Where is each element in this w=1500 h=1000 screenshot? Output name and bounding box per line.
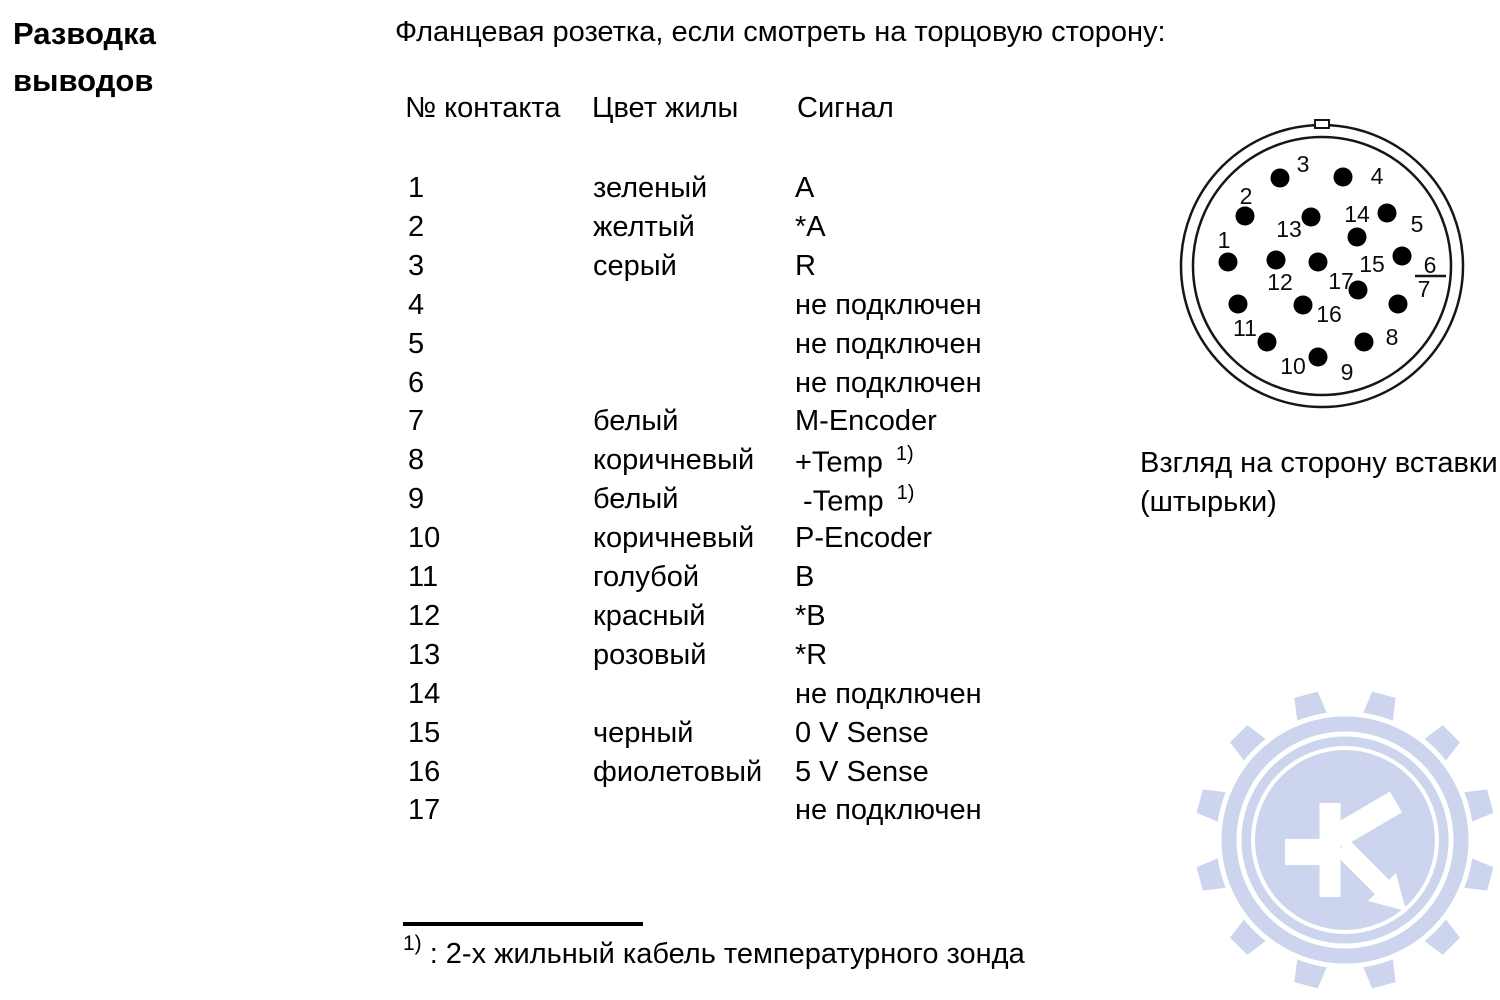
pin-number-label-10: 10 (1280, 353, 1306, 379)
column-header-pin: № контакта (405, 92, 561, 124)
table-row (0, 172, 1160, 208)
signal-cell: 0 V Sense (795, 716, 929, 749)
table-row (0, 600, 1160, 636)
pin-dot-4 (1334, 168, 1353, 187)
pin-number-cell: 5 (408, 327, 425, 360)
pin-number-label-3: 3 (1296, 151, 1310, 177)
wire-color-cell: розовый (593, 638, 707, 671)
signal-cell: +Temp $^{1)}$ (795, 443, 914, 479)
pin-dot-16 (1294, 296, 1313, 315)
pin-number-label-1: 1 (1217, 227, 1231, 253)
intro-text: Фланцевая розетка, если смотреть на торцовую сторону: (395, 16, 1166, 48)
pin-number-label-15: 15 (1359, 251, 1385, 277)
pin-number-cell: 6 (408, 366, 425, 399)
connector-caption-line1: Взгляд на сторону вставки (1140, 447, 1498, 479)
pin-dot-7 (1389, 295, 1408, 314)
pin-dot-17 (1309, 253, 1328, 272)
wire-color-cell: белый (593, 483, 679, 516)
table-row (0, 756, 1160, 792)
pin-number-label-16: 16 (1316, 301, 1342, 327)
watermark-logo (1190, 685, 1500, 999)
pin-dot-13 (1302, 208, 1321, 227)
pin-number-label-2: 2 (1239, 183, 1253, 209)
signal-cell: A (795, 172, 815, 204)
column-header-signal: Сигнал (797, 92, 894, 124)
footnote (403, 934, 1025, 971)
pin-number-label-17: 17 (1328, 268, 1354, 294)
pin-number-cell: 14 (408, 677, 441, 710)
wire-color-cell: голубой (593, 561, 700, 593)
signal-cell: -Temp $^{1)}$ (795, 482, 915, 518)
pin-dot-8 (1355, 333, 1374, 352)
pin-number-cell: 15 (408, 716, 441, 749)
table-row (0, 289, 1160, 325)
wire-color-cell: коричневый (593, 444, 755, 477)
pin-number-cell: 4 (408, 288, 425, 321)
pin-number-label-14: 14 (1344, 201, 1370, 227)
signal-cell: B (795, 561, 815, 593)
footnote-rule (403, 922, 643, 926)
signal-cell: *A (795, 210, 826, 243)
signal-cell: не подключен (795, 366, 982, 399)
pin-dot-10 (1258, 333, 1277, 352)
connector-pins-layer (1218, 151, 1437, 385)
pin-number-cell: 12 (408, 599, 441, 632)
pin-number-label-4: 4 (1370, 163, 1384, 189)
table-row (0, 250, 1160, 286)
wire-color-cell: желтый (593, 210, 695, 243)
pin-number-label-11: 11 (1233, 315, 1257, 341)
connector-caption (1140, 444, 1498, 522)
signal-cell: *R (795, 638, 828, 671)
table-row (0, 405, 1160, 441)
signal-cell: R (795, 249, 816, 282)
table-row (0, 639, 1160, 675)
pin-number-cell: 10 (408, 522, 441, 555)
signal-cell: не подключен (795, 327, 982, 360)
pin-dot-14 (1348, 228, 1367, 247)
pin-number-cell: 7 (408, 405, 425, 438)
table-row (0, 367, 1160, 403)
pin-number-label-6: 6 (1423, 252, 1437, 278)
pin-number-cell: 9 (408, 483, 425, 516)
pin-number-cell: 1 (408, 172, 425, 204)
signal-cell: P-Encoder (795, 522, 933, 555)
pin-number-label-7: 7 (1417, 276, 1431, 302)
section-title-line1: Разводка (13, 16, 156, 51)
wire-color-cell: красный (593, 599, 706, 632)
table-row (0, 328, 1160, 364)
table-row (0, 561, 1160, 597)
footnote-ref: 1) (895, 443, 914, 466)
pin-number-cell: 16 (408, 755, 441, 788)
signal-cell: не подключен (795, 794, 982, 827)
connector-keying-notch-icon (1315, 120, 1329, 128)
signal-cell: не подключен (795, 288, 982, 321)
table-row (0, 678, 1160, 714)
pin-number-cell: 13 (408, 638, 441, 671)
signal-cell: не подключен (795, 677, 982, 710)
pin-dot-5 (1378, 204, 1397, 223)
section-title-line2: выводов (13, 63, 154, 98)
table-row (0, 717, 1160, 753)
connector-caption-line2: (штырьки) (1140, 486, 1277, 518)
pin-number-cell: 17 (408, 794, 441, 827)
pin-number-label-13: 13 (1276, 216, 1302, 242)
pin-number-cell: 2 (408, 210, 425, 243)
wire-color-cell: фиолетовый (593, 755, 763, 788)
footnote-ref: 1) (896, 482, 915, 505)
pin-number-cell: 11 (408, 561, 439, 593)
pin-number-label-9: 9 (1340, 359, 1354, 385)
footnote-text: : 2-х жильный кабель температурного зонда (429, 937, 1025, 970)
pin-number-cell: 3 (408, 249, 425, 282)
pin-dot-2 (1236, 207, 1255, 226)
table-row (0, 522, 1160, 558)
pin-number-cell: 8 (408, 444, 425, 477)
table-row (0, 444, 1160, 480)
wire-color-cell: серый (593, 249, 677, 282)
signal-cell: M-Encoder (795, 405, 937, 438)
signal-cell: 5 V Sense (795, 755, 929, 788)
pin-dot-12 (1267, 251, 1286, 270)
wire-color-cell: зеленый (593, 172, 708, 204)
pin-dot-11 (1229, 295, 1248, 314)
connector-diagram (1175, 118, 1475, 418)
table-row (0, 794, 1160, 830)
column-header-color: Цвет жилы (592, 92, 739, 124)
table-row (0, 483, 1160, 519)
table-row (0, 211, 1160, 247)
pin-number-label-12: 12 (1267, 269, 1293, 295)
pin-dot-3 (1271, 169, 1290, 188)
wire-color-cell: коричневый (593, 522, 755, 555)
pin-dot-1 (1219, 253, 1238, 272)
wire-color-cell: белый (593, 405, 679, 438)
pin-dot-9 (1309, 348, 1328, 367)
pin-dot-6 (1393, 247, 1412, 266)
pin-number-label-8: 8 (1385, 324, 1399, 350)
pin-number-label-5: 5 (1410, 211, 1424, 237)
footnote-marker: 1) (403, 932, 422, 955)
signal-cell: *B (795, 599, 826, 632)
wire-color-cell: черный (593, 716, 694, 749)
